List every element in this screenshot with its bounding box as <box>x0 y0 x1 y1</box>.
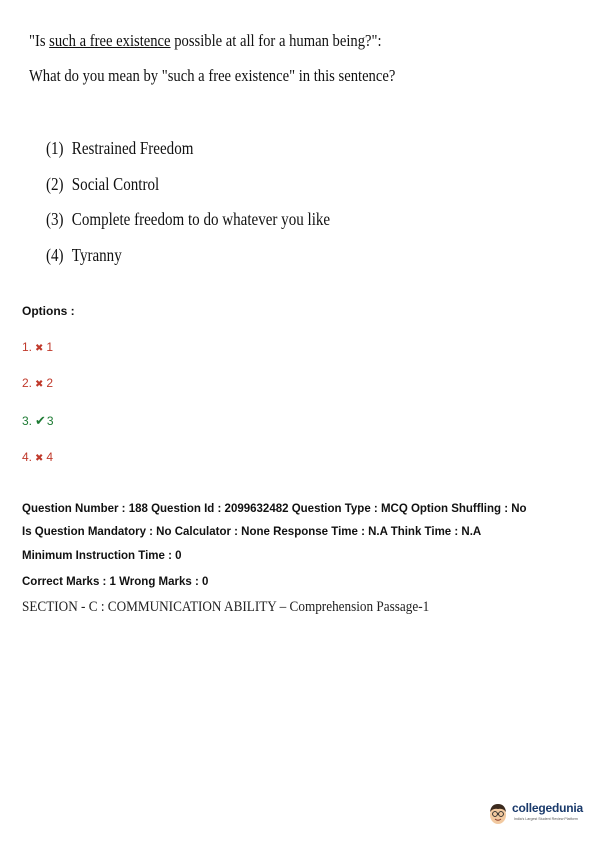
option-row-1 <box>22 340 53 354</box>
question-line-1 <box>29 31 382 51</box>
choice-4 <box>46 245 122 266</box>
brand-tagline: India's Largest Student Review Platform <box>514 817 578 821</box>
options-title: Options : <box>22 304 75 318</box>
underlined-phrase: such a free existence <box>49 31 171 50</box>
choice-1 <box>46 138 193 159</box>
option-row-3 <box>22 413 54 429</box>
option-value: 1 <box>46 340 54 354</box>
question-text-prefix: "Is <box>29 31 50 50</box>
option-row-4 <box>22 450 53 464</box>
question-line-2: What do you mean by "such a free existence" in this sentence? <box>29 66 396 85</box>
option-value: 4 <box>46 450 54 464</box>
question-meta-line-2: Is Question Mandatory : No Calculator : None Response Time : N.A Think Time : N.A <box>22 526 482 538</box>
question-text-suffix: possible at all for a human being?": <box>170 31 382 50</box>
option-index: 3. <box>22 414 33 428</box>
choice-2 <box>46 174 159 195</box>
option-index: 1. <box>22 340 33 354</box>
option-row-2 <box>22 376 53 390</box>
choice-number: (4) <box>46 245 64 265</box>
student-mascot-icon <box>487 801 509 825</box>
question-meta-line-3: Minimum Instruction Time : 0 <box>22 550 182 562</box>
option-value: 3 <box>46 414 54 428</box>
choice-number: (3) <box>46 209 64 229</box>
choice-text: Social Control <box>71 174 160 194</box>
option-index: 4. <box>22 450 33 464</box>
brand-name: collegedunia <box>512 801 583 815</box>
choice-number: (1) <box>46 138 64 158</box>
choice-text: Tyranny <box>71 245 122 265</box>
choice-3 <box>46 209 330 230</box>
collegedunia-logo <box>487 798 587 832</box>
cross-icon: ✖ <box>35 453 44 464</box>
option-index: 2. <box>22 376 33 390</box>
section-heading: SECTION - C : COMMUNICATION ABILITY – Comprehension Passage-1 <box>22 599 430 615</box>
option-value: 2 <box>46 376 54 390</box>
choice-text: Restrained Freedom <box>71 138 194 158</box>
cross-icon: ✖ <box>35 343 44 354</box>
choice-text: Complete freedom to do whatever you like <box>71 209 331 229</box>
question-meta-line-1: Question Number : 188 Question Id : 2099632482 Question Type : MCQ Option Shuffling : No <box>22 503 527 515</box>
cross-icon: ✖ <box>35 379 44 390</box>
question-meta-line-4: Correct Marks : 1 Wrong Marks : 0 <box>22 576 209 588</box>
check-icon: ✔ <box>35 413 46 428</box>
choice-number: (2) <box>46 174 64 194</box>
